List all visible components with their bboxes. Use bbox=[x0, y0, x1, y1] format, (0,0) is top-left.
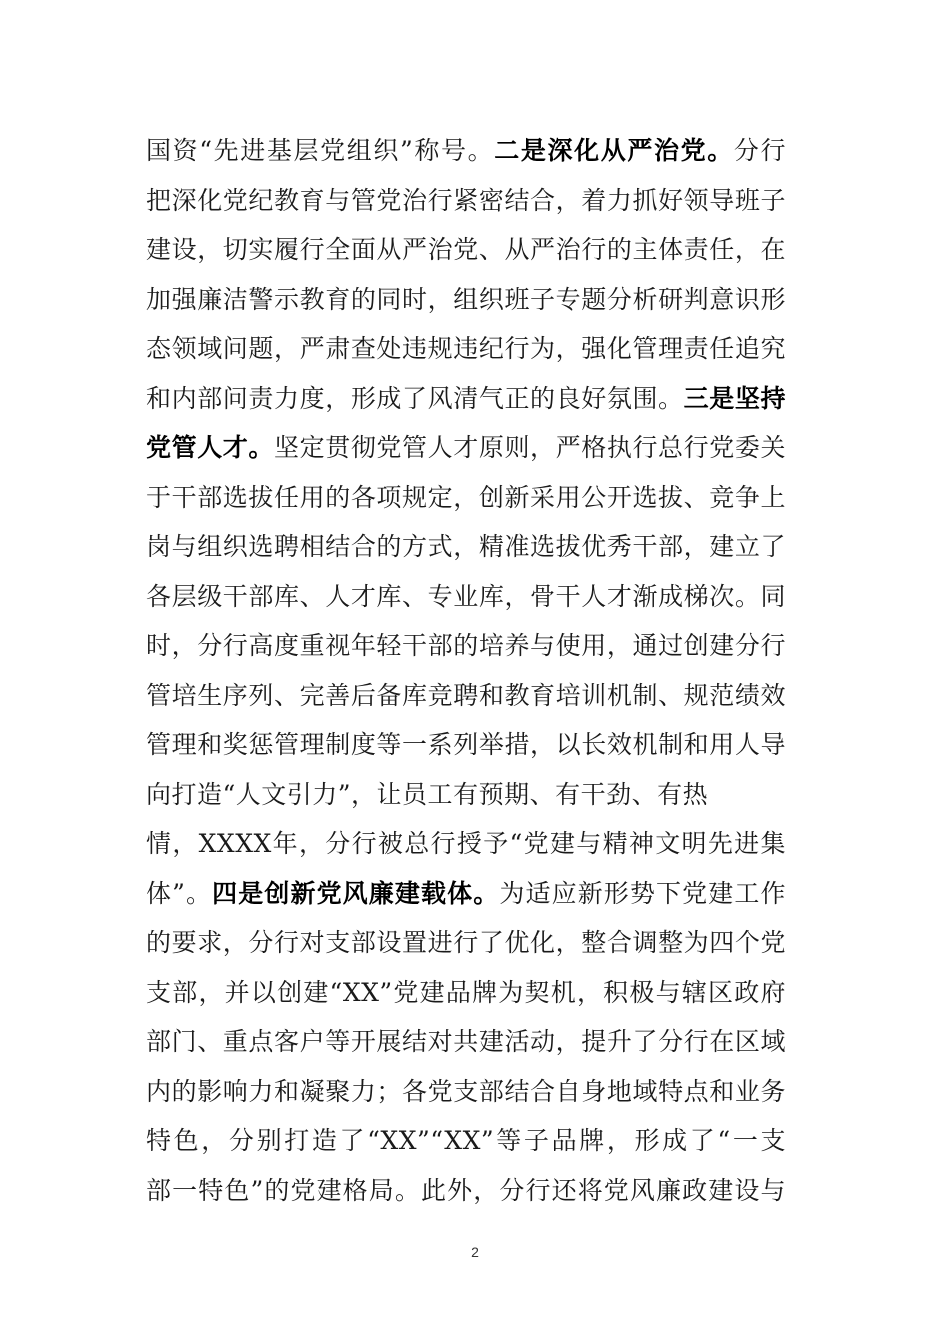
bold-heading-text: 三是坚持 bbox=[683, 383, 786, 413]
text-line bbox=[146, 626, 786, 666]
text-line bbox=[146, 1121, 786, 1161]
body-text-segment: 管培生序列、完善后备库竞聘和教育培训机制、规范绩效 bbox=[146, 680, 786, 710]
body-text-segment: 和内部问责力度，形成了风清气正的良好氛围。 bbox=[146, 383, 684, 413]
body-text-segment: 时，分行高度重视年轻干部的培养与使用，通过创建分行 bbox=[146, 631, 786, 660]
text-line bbox=[146, 973, 786, 1013]
bold-heading-text: 二是深化从严治党。 bbox=[494, 136, 734, 165]
text-line bbox=[146, 428, 786, 468]
text-line bbox=[146, 181, 786, 221]
body-text-segment: 态领域问题，严肃查处违规违纪行为，强化管理责任追究 bbox=[146, 334, 786, 363]
body-text-segment: 支部，并以创建“XX”党建品牌为契机，积极与辖区政府 bbox=[146, 977, 786, 1007]
body-text-segment: 特色，分别打造了“XX”“XX”等子品牌，形成了“一支 bbox=[146, 1126, 786, 1155]
bold-heading-text: 四是创新党风廉建载体。 bbox=[212, 878, 500, 908]
text-line bbox=[146, 131, 786, 171]
bold-heading-text: 党管人才。 bbox=[146, 433, 275, 462]
body-text-segment: 管理和奖惩管理制度等一系列举措，以长效机制和用人导 bbox=[146, 730, 786, 759]
body-text-segment: 向打造“人文引力”，让员工有预期、有干劲、有热 bbox=[146, 779, 709, 809]
text-line bbox=[146, 478, 786, 518]
text-line bbox=[146, 725, 786, 765]
body-text-segment: 加强廉洁警示教育的同时，组织班子专题分析研判意识形 bbox=[146, 284, 786, 314]
text-line bbox=[146, 1022, 786, 1062]
body-text-segment: 建设，切实履行全面从严治党、从严治行的主体责任，在 bbox=[146, 235, 786, 264]
page-number: 2 bbox=[471, 1244, 479, 1260]
text-line bbox=[146, 329, 786, 369]
body-text-segment: 部门、重点客户等开展结对共建活动，提升了分行在区域 bbox=[146, 1027, 786, 1056]
body-text-segment: 把深化党纪教育与管党治行紧密结合，着力抓好领导班子 bbox=[146, 185, 786, 215]
body-text-segment: 分行 bbox=[733, 136, 786, 165]
text-line bbox=[146, 527, 786, 567]
body-text-segment: 各层级干部库、人才库、专业库，骨干人才渐成梯次。同 bbox=[146, 581, 786, 611]
body-text-segment: 部一特色”的党建格局。此外，分行还将党风廉政建设与 bbox=[146, 1175, 786, 1205]
body-text-segment: 国资“先进基层党组织”称号。 bbox=[146, 136, 495, 165]
text-line bbox=[146, 874, 786, 914]
body-text-segment: 于干部选拔任用的各项规定，创新采用公开选拔、竞争上 bbox=[146, 482, 786, 512]
body-text-segment: 体”。 bbox=[146, 878, 213, 908]
text-line bbox=[146, 1171, 786, 1211]
body-text-segment: 为适应新形势下党建工作 bbox=[499, 878, 786, 908]
text-line bbox=[146, 577, 786, 617]
text-line bbox=[146, 1072, 786, 1112]
body-text-segment: 坚定贯彻党管人才原则，严格执行总行党委关 bbox=[274, 433, 786, 462]
text-line bbox=[146, 230, 786, 270]
text-line bbox=[146, 775, 786, 815]
text-line bbox=[146, 280, 786, 320]
text-line bbox=[146, 379, 786, 419]
body-text-segment: 内的影响力和凝聚力；各党支部结合自身地域特点和业务 bbox=[146, 1076, 786, 1106]
body-text-segment: 情，XXXX年，分行被总行授予“党建与精神文明先进集 bbox=[146, 829, 786, 858]
text-line bbox=[146, 676, 786, 716]
text-line bbox=[146, 923, 786, 963]
body-text-segment: 的要求，分行对支部设置进行了优化，整合调整为四个党 bbox=[146, 928, 786, 957]
body-text-segment: 岗与组织选聘相结合的方式，精准选拔优秀干部，建立了 bbox=[146, 532, 786, 561]
text-line bbox=[146, 824, 786, 864]
